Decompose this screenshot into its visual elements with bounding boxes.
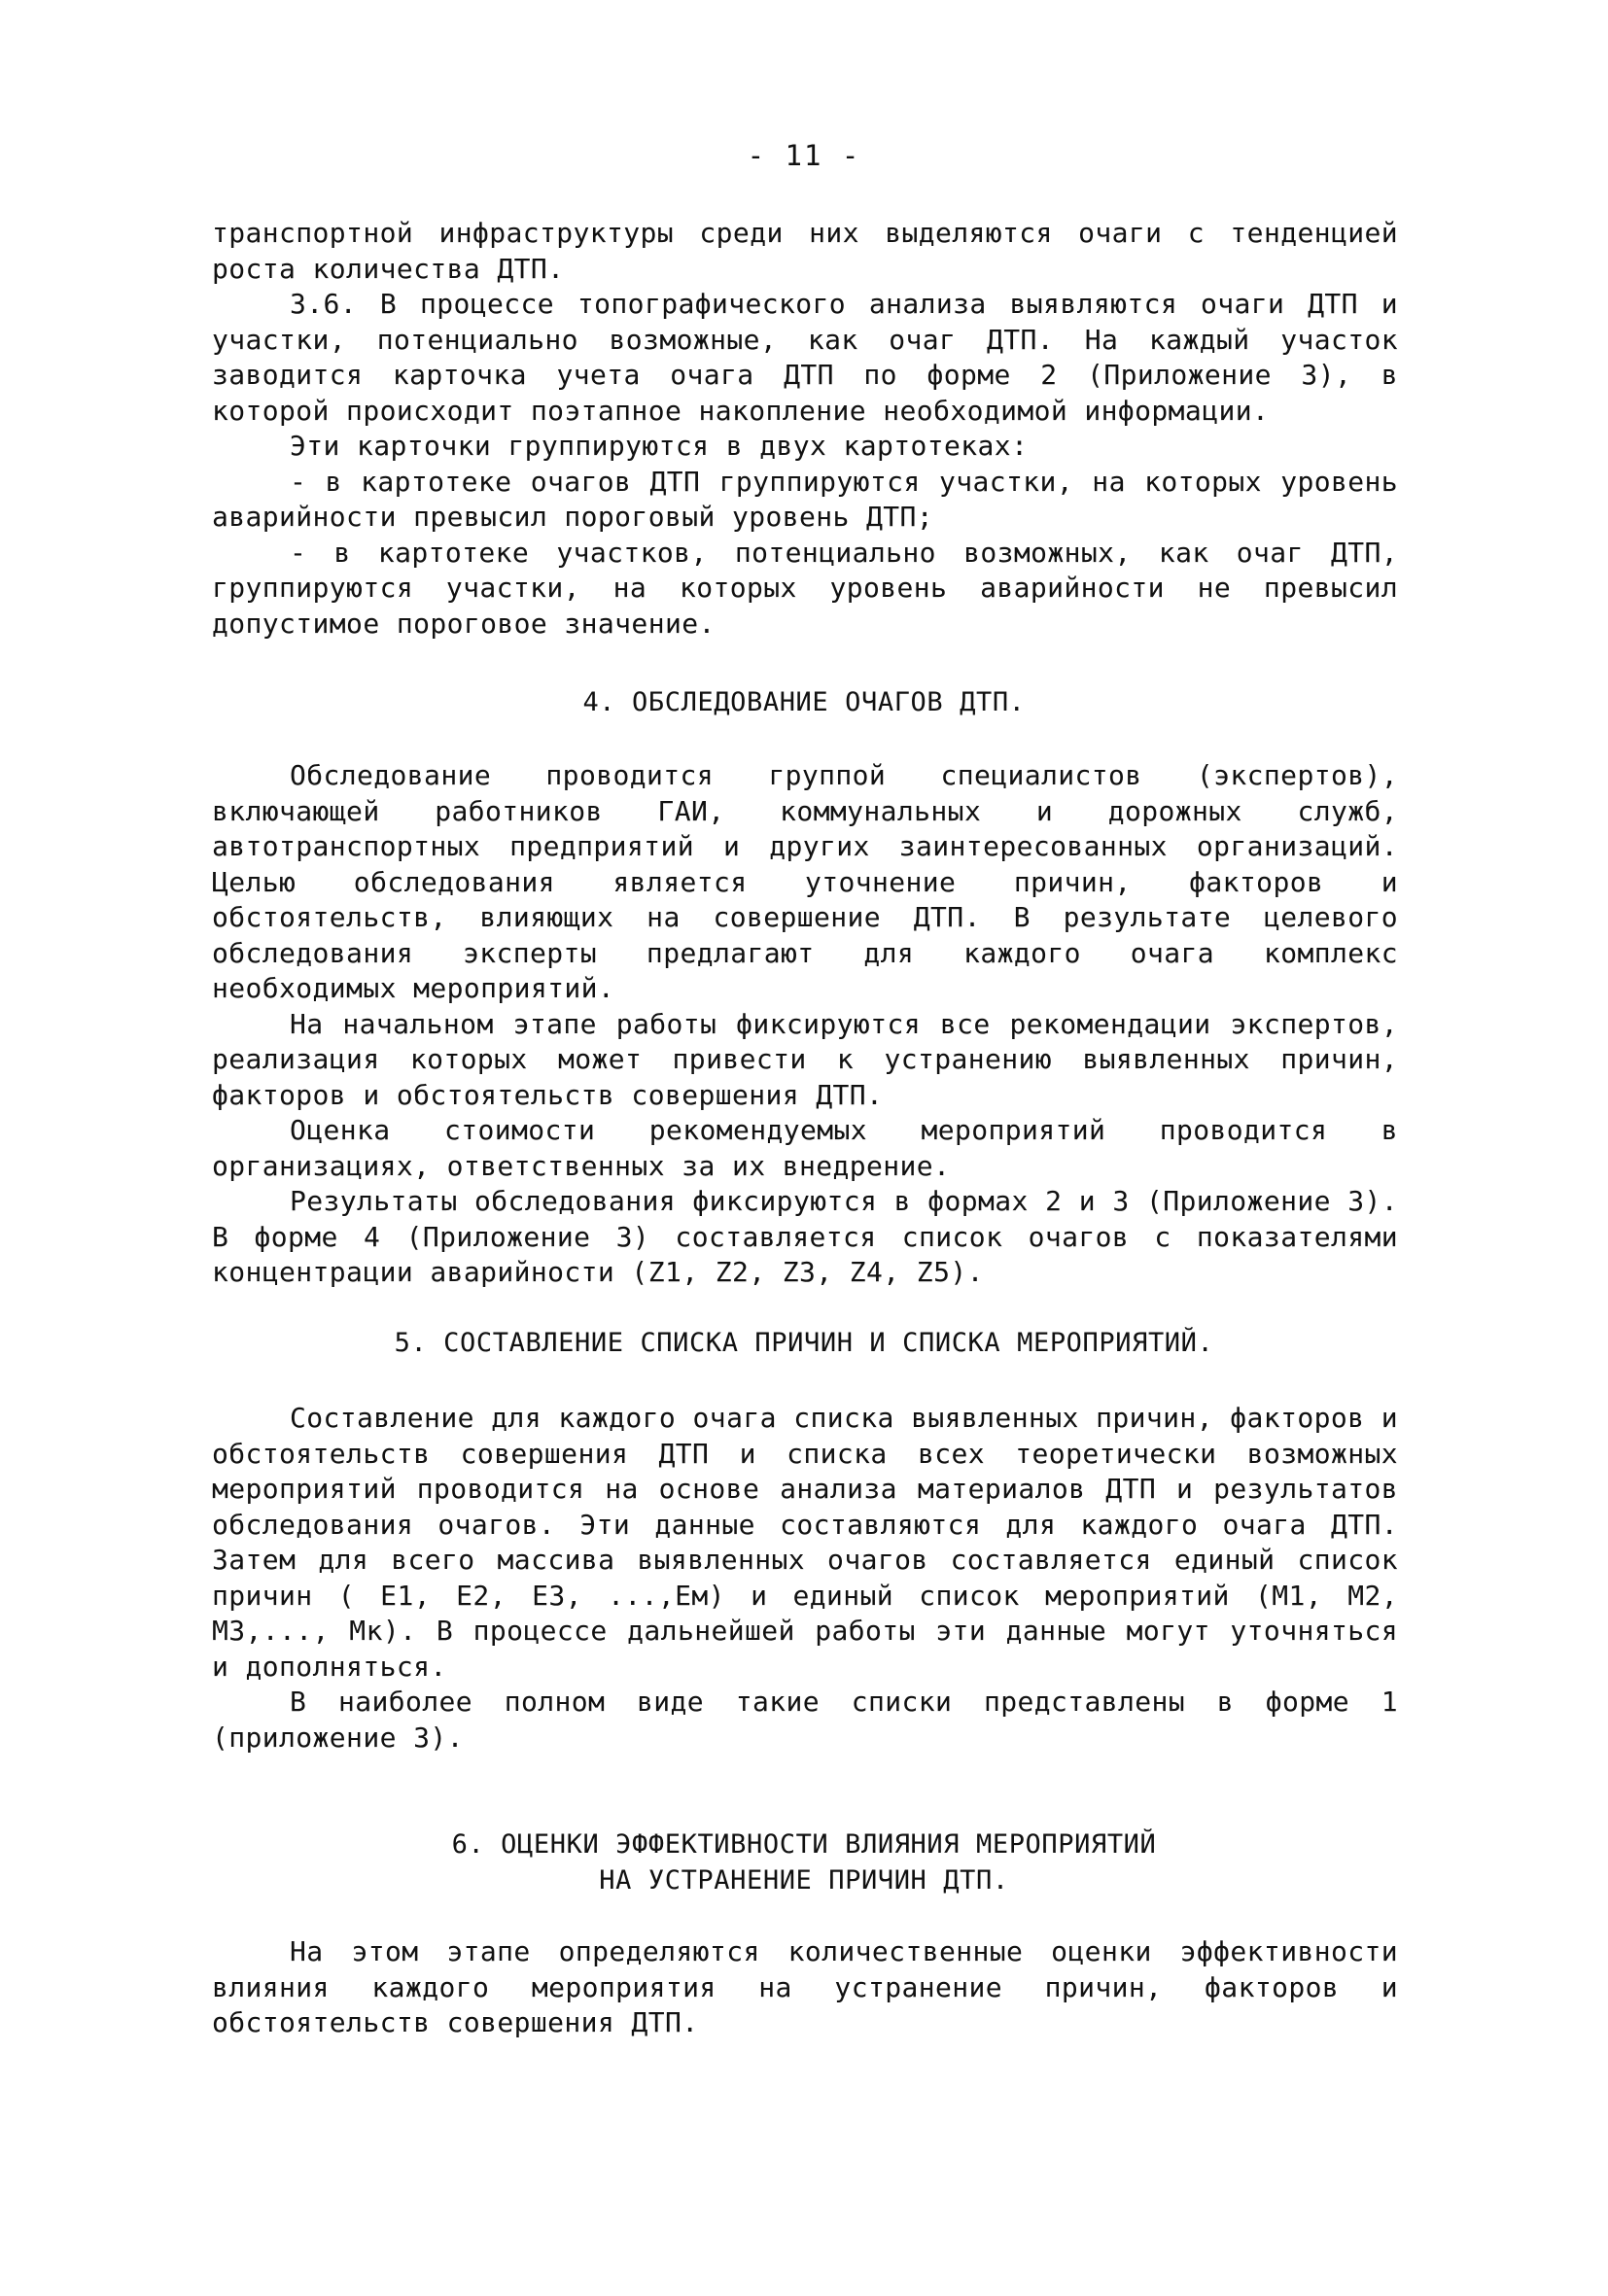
section-heading-6-line2: НА УСТРАНЕНИЕ ПРИЧИН ДТП. bbox=[599, 1864, 1009, 1896]
text-block-section-4 bbox=[212, 758, 1398, 1291]
paragraph: Оценка стоимости рекомендуемых мероприятий проводится в организациях, ответственных за их внедрение. bbox=[212, 1114, 1398, 1182]
paragraph: Результаты обследования фиксируются в формах 2 и 3 (Приложение 3). В форме 4 (Приложение 3) составляется список очагов с показателями концентрации аварийности (Z1, Z2, Z3, Z4, Z5). bbox=[212, 1185, 1398, 1288]
list-item: - в картотеке очагов ДТП группируются участки, на которых уровень аварийности превысил пороговый уровень ДТП; bbox=[212, 465, 1398, 533]
paragraph: В наиболее полном виде такие списки представлены в форме 1 (приложение 3). bbox=[212, 1686, 1398, 1754]
section-heading-5: 5. СОСТАВЛЕНИЕ СПИСКА ПРИЧИН И СПИСКА МЕРОПРИЯТИЙ. bbox=[394, 1328, 1214, 1358]
paragraph: 3.6. В процессе топографического анализа выявляются очаги ДТП и участки, потенциально возможные, как очаг ДТП. На каждый участок заводится карточка учета очага ДТП по форме 2 (Приложение 3), в которой происходит поэтапное накопление необходимой информации. bbox=[212, 288, 1398, 427]
section-heading-6 bbox=[0, 1827, 1608, 1898]
text-block-intro bbox=[212, 216, 1398, 642]
list-item: - в картотеке участков, потенциально возможных, как очаг ДТП, группируются участки, на которых уровень аварийности не превысил допустимое пороговое значение. bbox=[212, 536, 1398, 640]
paragraph: Эти карточки группируются в двух картотеках: bbox=[290, 430, 1029, 462]
section-heading-6-line1: 6. ОЦЕНКИ ЭФФЕКТИВНОСТИ ВЛИЯНИЯ МЕРОПРИЯТИЙ bbox=[451, 1829, 1157, 1860]
text-block-section-5 bbox=[212, 1401, 1398, 1756]
page-number: - 11 - bbox=[747, 139, 861, 172]
text-block-section-6 bbox=[212, 1934, 1398, 2041]
paragraph: транспортной инфраструктуры среди них выделяются очаги с тенденцией роста количества ДТП. bbox=[212, 217, 1398, 285]
paragraph: На начальном этапе работы фиксируются все рекомендации экспертов, реализация которых может привести к устранению выявленных причин, факторов и обстоятельств совершения ДТП. bbox=[212, 1007, 1398, 1111]
paragraph: Обследование проводится группой специалистов (экспертов), включающей работников ГАИ, коммунальных и дорожных служб, автотранспортных предприятий и других заинтересованных организаций. Целью обследования является уточнение причин, факторов и обстоятельств, влияющих на совершение ДТП. В результате целевого обследования эксперты предлагают для каждого очага комплекс необходимых мероприятий. bbox=[212, 759, 1398, 1004]
section-heading-4: 4. ОБСЛЕДОВАНИЕ ОЧАГОВ ДТП. bbox=[582, 687, 1026, 717]
paragraph: На этом этапе определяются количественные оценки эффективности влияния каждого мероприятия на устранение причин, факторов и обстоятельств совершения ДТП. bbox=[212, 1935, 1398, 2038]
paragraph: Составление для каждого очага списка выявленных причин, факторов и обстоятельств совершения ДТП и списка всех теоретически возможных мероприятий проводится на основе анализа материалов ДТП и результатов обследования очагов. Эти данные составляются для каждого очага ДТП. Затем для всего массива выявленных очагов составляется единый список причин ( Е1, Е2, Е3, ...,Ем) и единый список мероприятий (М1, М2, М3,..., Мк). В процессе дальнейшей работы эти данные могут уточняться и дополняться. bbox=[212, 1402, 1398, 1683]
